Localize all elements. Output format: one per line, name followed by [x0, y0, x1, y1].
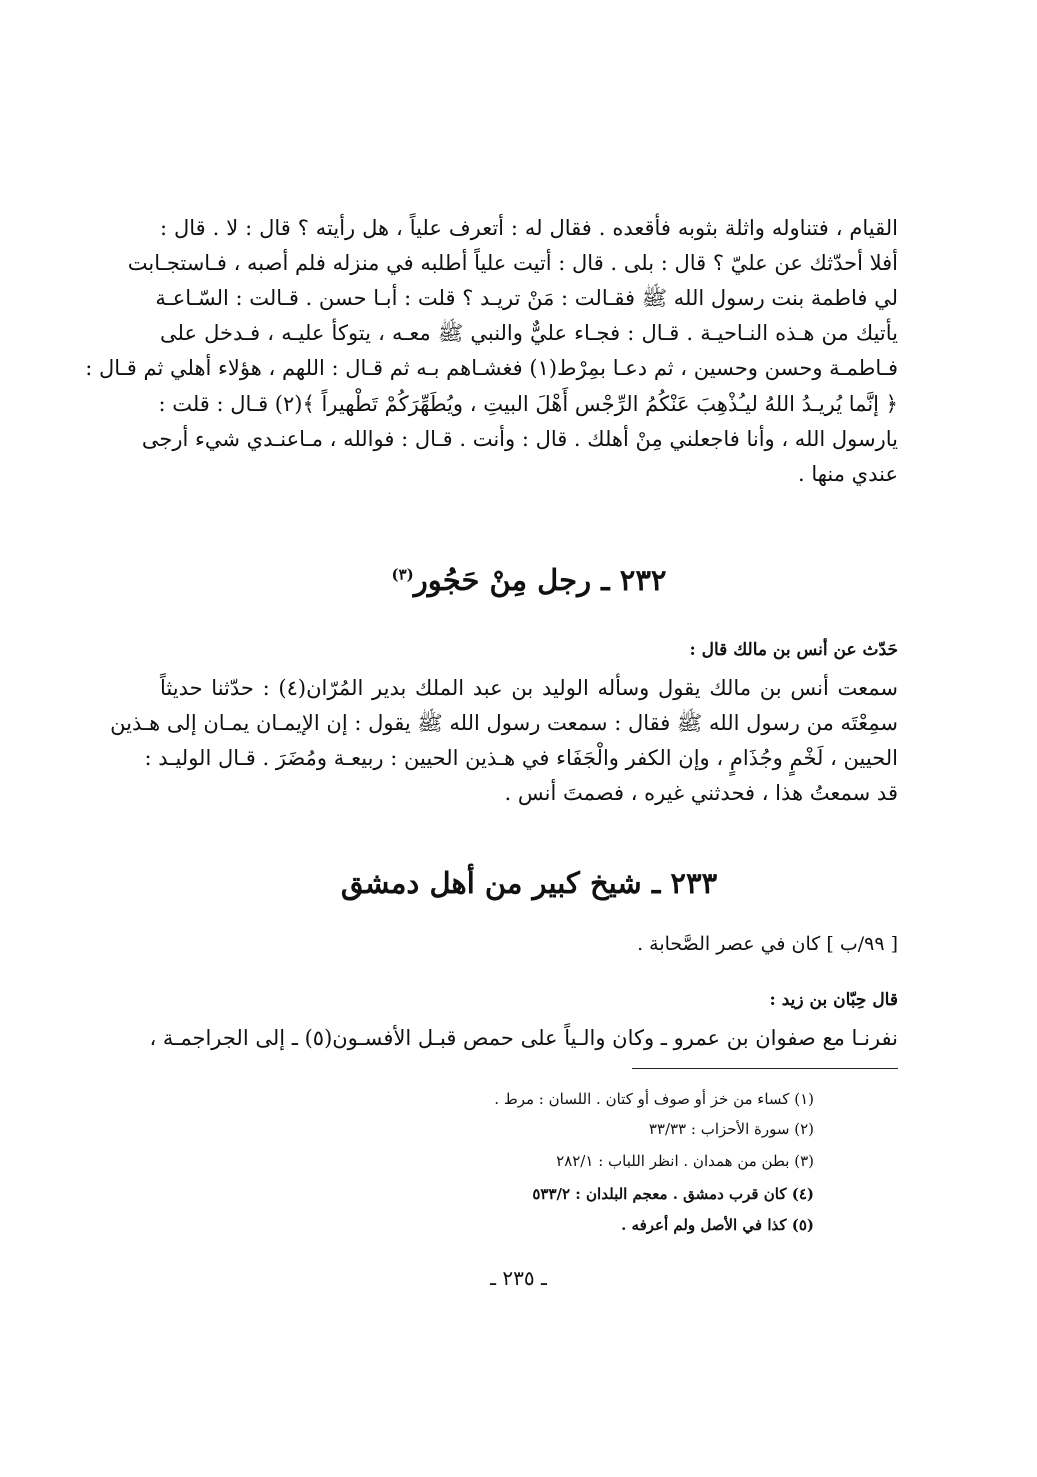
page-number: ـ ٢٣٥ ـ — [490, 1266, 547, 1290]
footnote-separator — [632, 1068, 898, 1069]
para-line: ﴿ إنَّما يُريـدُ اللهُ ليـُذْهِبَ عَنْكُمُ الرِّجْس أَهْلَ البيتِ ، ويُطَهِّرَكُمْ تَطْهيراً ﴾(٢) قـال : قلت : — [158, 392, 898, 416]
footnote-3: (٣) بطن من همدان . انظر اللباب : ٢٨٢/١ — [556, 1152, 814, 1170]
heading-footnote-ref: (٣) — [391, 565, 414, 584]
para-line: الحيين ، لَخْمٍ وجُذَامٍ ، وإن الكفر والْجَفَاء في هـذين الحيين : ربيعـة ومُضَرَ . قـال الوليـد : — [144, 746, 898, 770]
footnote-5: (٥) كذا في الأصل ولم أعرفه . — [621, 1216, 814, 1234]
footnote-2: (٢) سورة الأحزاب : ٣٣/٣٣ — [648, 1120, 814, 1138]
footnote-4: (٤) كان قرب دمشق . معجم البلدان : ٥٣٣/٢ — [532, 1185, 814, 1203]
para-line: قد سمعتُ هذا ، فحدثني غيره ، فصمتَ أنس . — [504, 781, 898, 805]
section-heading-233: ٢٣٣ ـ شيخ كبير من أهل دمشق — [340, 866, 718, 900]
heading-text: ٢٣٢ ـ رجل مِنْ حَجُور — [413, 563, 667, 597]
para-line: سمِعْتَه من رسول الله ﷺ فقال : سمعت رسول الله ﷺ يقول : إن الإيمـان يمـان إلى هـذين — [110, 711, 898, 735]
para-line: سمعت أنس بن مالك يقول وسأله الوليد بن عبد الملك بدير المُرّان(٤) : حدّثنا حديثاً — [160, 676, 898, 700]
narrator-line: قال حِبّان بن زيد : — [769, 990, 898, 1010]
para-line: يأتيك من هـذه النـاحيـة . قـال : فجـاء عليٌّ والنبي ﷺ معـه ، يتوكأ عليـه ، فـدخل على — [160, 321, 898, 345]
intro-line: [ ٩٩/ب ] كان في عصر الصَّحابة . — [637, 933, 898, 955]
narrator-line: حَدّث عن أنس بن مالك قال : — [689, 640, 898, 660]
para-line: القيام ، فتناوله واثلة بثوبه فأقعده . فقال له : أتعرف علياً ، هل رأيته ؟ قال : لا . قال : — [160, 216, 898, 240]
footnote-1: (١) كساء من خز أو صوف أو كتان . اللسان : مرط . — [494, 1090, 814, 1108]
para-line: عندي منها . — [797, 462, 898, 486]
para-line: فـاطمـة وحسن وحسين ، ثم دعـا بمِرْط(١) فغشـاهم بـه ثم قـال : اللهم ، هؤلاء أهلي ثم قـال : — [85, 356, 898, 380]
para-line: أفلا أحدّثك عن عليّ ؟ قال : بلى . قال : أتيت علياً أطلبه في منزله فلم أصبه ، فـاستجـابت — [127, 251, 898, 275]
para-line: نفرنـا مع صفوان بن عمرو ـ وكان والـياً على حمص قبـل الأفسـون(٥) ـ إلى الجراجمـة ، — [149, 1026, 898, 1050]
para-line: لي فاطمة بنت رسول الله ﷺ فقـالت : مَنْ تريـد ؟ قلت : أبـا حسن . قـالت : السّـاعـة — [155, 286, 898, 310]
para-line: يارسول الله ، وأنا فاجعلني مِنْ أهلك . قال : وأنت . قـال : فوالله ، مـاعنـدي شيء أرجى — [141, 427, 898, 451]
section-heading-232 — [160, 563, 898, 597]
